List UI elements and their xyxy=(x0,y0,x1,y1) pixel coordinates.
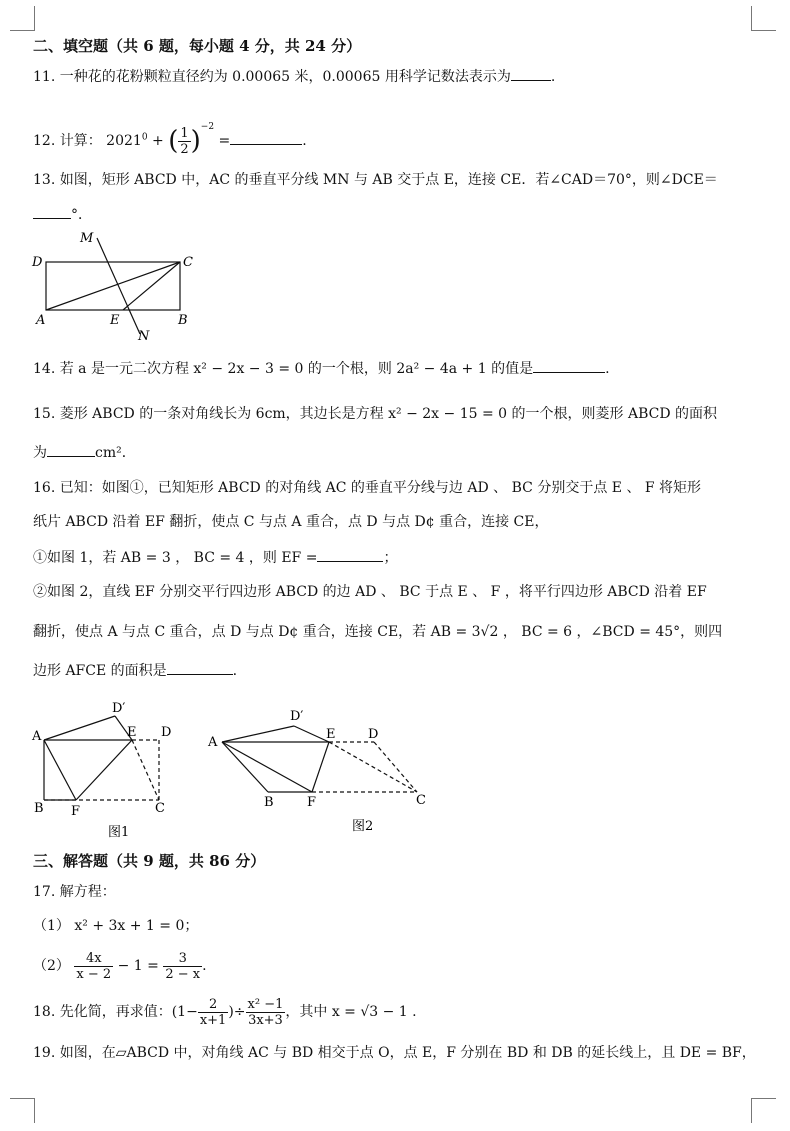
crop-mark-bottom-right xyxy=(751,1098,776,1123)
q15-line1: 15. 菱形 ABCD 的一条对角线长为 6cm，其边长是方程 x² − 2x − 15 = 0 的一个根，则菱形 ABCD 的面积 xyxy=(33,406,718,422)
q14-text: 14. 若 a 是一元二次方程 x² − 2x − 3 = 0 的一个根，则 2a² − 4a + 1 的值是 xyxy=(33,361,534,377)
fig1-label-b: B xyxy=(34,801,44,816)
fig1-caption: 图1 xyxy=(108,825,130,840)
q14-end: . xyxy=(605,361,610,377)
diagonal-ac xyxy=(46,262,180,310)
q13-degree: °． xyxy=(71,207,92,223)
segment-ce xyxy=(123,262,180,310)
fig2-label-dprime: D′ xyxy=(290,709,304,724)
q15-wei: 为 xyxy=(33,445,47,461)
fig1-label-d: D xyxy=(161,725,172,740)
q16-line3 xyxy=(33,547,397,568)
q12-den: 2 xyxy=(180,141,189,157)
fig2-label-f: F xyxy=(307,795,317,810)
q12-label: 12. 计算： xyxy=(33,133,102,149)
q12-num: 1 xyxy=(180,125,189,141)
q16-part2-end: . xyxy=(232,663,238,679)
q16-figure-2 xyxy=(202,694,442,844)
label-d: D xyxy=(32,255,43,270)
q16-line6 xyxy=(33,660,237,681)
q16-line1: 16. 已知：如图①，已知矩形 ABCD 的对角线 AC 的垂直平分线与边 AD 、 BC 分别交于点 E 、 F 将矩形 xyxy=(33,480,702,496)
q16-part2: 边形 AFCE 的面积是 xyxy=(33,663,167,679)
crop-mark-bottom-left xyxy=(10,1098,35,1123)
q16-part1-end: ； xyxy=(383,550,398,566)
question-11 xyxy=(33,66,555,87)
fig2-label-b: B xyxy=(264,795,274,810)
q16-figure-1 xyxy=(28,694,188,844)
label-c: C xyxy=(183,255,193,270)
q12-exp: −2 xyxy=(200,122,215,132)
q17-frac2 xyxy=(163,951,202,982)
q11-end: . xyxy=(550,69,556,85)
fig1-label-a: A xyxy=(32,729,42,744)
q16-part1: ①如图 1，若 AB = 3 ， BC = 4 ，则 EF = xyxy=(33,550,318,566)
q18-open: (1− xyxy=(171,1004,198,1020)
fig1-label-e: E xyxy=(127,725,137,740)
q18-frac1-den: x+1 xyxy=(199,1012,227,1028)
q13-line2 xyxy=(33,204,92,225)
label-m: M xyxy=(80,231,94,246)
q17-p2-end: . xyxy=(202,958,207,974)
q17-frac1 xyxy=(74,951,113,982)
q17-part1: （1） x² + 3x + 1 = 0； xyxy=(33,918,199,934)
q11-text: 11. 一种花的花粉颗粒直径约为 0.00065 米，0.00065 用科学记数法表示为 xyxy=(33,69,511,85)
q17-label: 17. 解方程： xyxy=(33,884,116,900)
q17-frac2-den: 2 − x xyxy=(165,966,201,982)
label-n: N xyxy=(138,329,150,343)
q16-line2: 纸片 ABCD 沿着 EF 翻折，使点 C 与点 A 重合，点 D 与点 D¢ 重合，连接 CE， xyxy=(33,514,549,530)
q17-frac1-num: 4x xyxy=(74,951,113,967)
question-12 xyxy=(33,110,307,158)
q12-zero-exp: 0 xyxy=(141,132,148,143)
question-14 xyxy=(33,358,610,379)
section3-title: 三、解答题（共 9 题，共 86 分） xyxy=(33,852,266,870)
q15-unit: cm²． xyxy=(95,445,136,461)
section2-title: 二、填空题（共 6 题，每小题 4 分，共 24 分） xyxy=(33,37,362,55)
question-19: 19. 如图，在▱ABCD 中，对角线 AC 与 BD 相交于点 O，点 E，F 分别在 BD 和 DB 的延长线上，且 DE = BF， xyxy=(33,1045,756,1061)
q17-frac2-num: 3 xyxy=(163,951,202,967)
q16-blank1 xyxy=(317,547,383,562)
q12-blank xyxy=(230,130,302,145)
q18-frac1 xyxy=(198,997,229,1028)
fig2-label-d: D xyxy=(368,727,379,742)
q12-base: 2021 xyxy=(106,133,142,149)
q16-line4: ②如图 2，直线 EF 分别交平行四边形 ABCD 的边 AD 、 BC 于点 E 、 F ，将平行四边形 ABCD 沿着 EF xyxy=(33,584,707,600)
q18-frac2-den: 3x+3 xyxy=(248,1012,283,1028)
q12-eq: = xyxy=(218,133,231,149)
q16-blank2 xyxy=(167,660,233,675)
q12-paren-close: ) xyxy=(190,126,201,156)
q11-blank xyxy=(511,66,551,81)
crop-mark-top-right xyxy=(751,6,776,31)
fig2-caption: 图2 xyxy=(352,819,374,834)
q12-plus: + xyxy=(152,133,164,149)
q12-paren-open: ( xyxy=(168,126,179,156)
q18-frac2 xyxy=(246,997,286,1028)
fig1-label-f: F xyxy=(71,804,81,819)
q18-frac1-num: 2 xyxy=(198,997,229,1013)
q16-line5: 翻折，使点 A 与点 C 重合，点 D 与点 D¢ 重合，连接 CE，若 AB = 3√2 ， BC = 6 ，∠BCD = 45°，则四 xyxy=(33,624,723,640)
q12-end: . xyxy=(302,133,307,149)
label-e: E xyxy=(110,313,120,328)
q18-label: 18. 先化简，再求值： xyxy=(33,1004,172,1020)
q17-p2-label: （2） xyxy=(33,958,70,974)
fig2-label-e: E xyxy=(326,727,336,742)
crop-mark-top-left xyxy=(10,6,35,31)
q15-blank xyxy=(47,442,95,457)
q17-part2 xyxy=(33,946,207,986)
q13-line1: 13. 如图，矩形 ABCD 中，AC 的垂直平分线 MN 与 AB 交于点 E，连接 CE．若∠CAD＝70°，则∠DCE＝ xyxy=(33,172,718,188)
fig1-label-dprime: D′ xyxy=(112,701,126,716)
q17-p2-mid: − 1 = xyxy=(117,958,159,974)
q18-mid: )÷ xyxy=(228,1004,246,1020)
q15-line2 xyxy=(33,442,136,463)
q18-frac2-num: x² −1 xyxy=(247,996,284,1012)
q17-frac1-den: x − 2 xyxy=(76,966,112,982)
q13-blank xyxy=(33,204,71,219)
fig1-label-c: C xyxy=(155,801,165,816)
question-18 xyxy=(33,994,417,1030)
label-b: B xyxy=(178,313,188,328)
fig2-label-a: A xyxy=(208,735,218,750)
q18-tail: ，其中 x = √3 − 1 . xyxy=(285,1004,417,1020)
label-a: A xyxy=(36,313,46,328)
q13-figure xyxy=(28,228,208,343)
q12-fraction xyxy=(178,126,190,157)
fig2-label-c: C xyxy=(416,793,426,808)
q14-blank xyxy=(533,358,605,373)
